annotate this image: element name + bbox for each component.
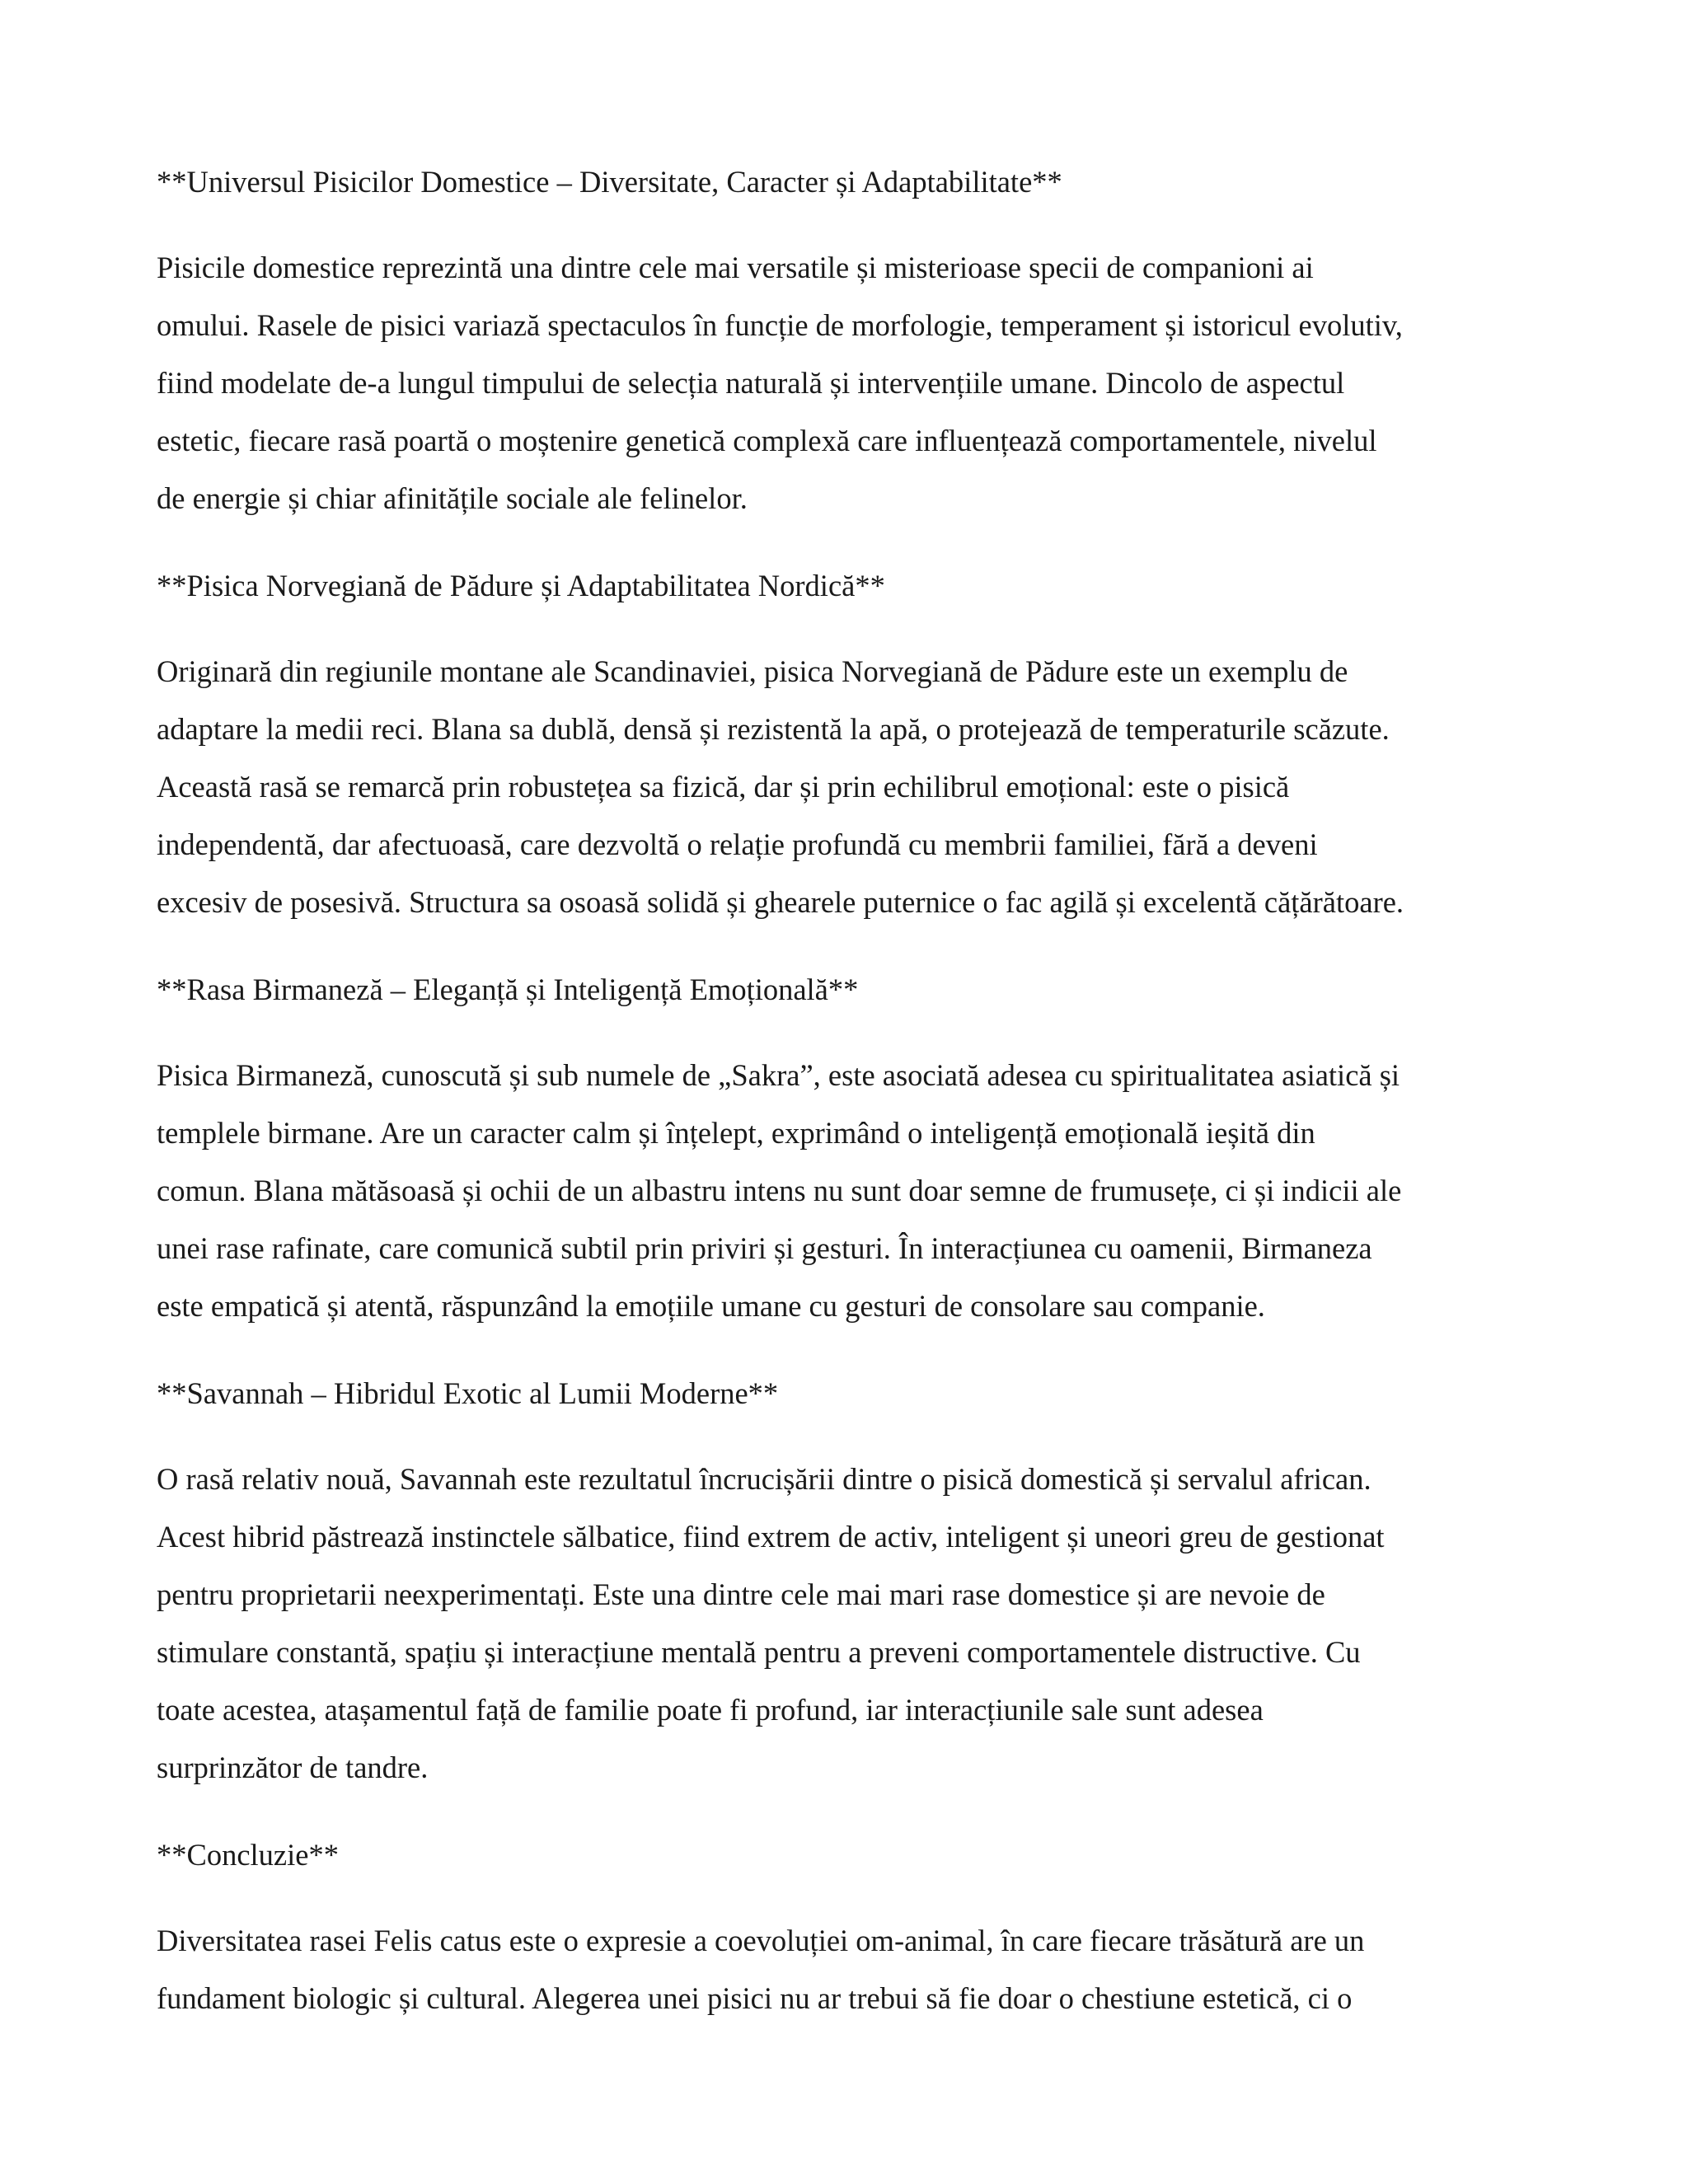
paragraph bbox=[157, 1912, 1541, 2027]
paragraph-line: de energie și chiar afinitățile sociale ale felinelor. bbox=[157, 481, 748, 515]
paragraph-line: fiind modelate de-a lungul timpului de selecția naturală și intervențiile umane. Dincolo de aspectul bbox=[157, 366, 1345, 400]
paragraph-line: O rasă relativ nouă, Savannah este rezultatul încrucișării dintre o pisică domestică și servalul african. bbox=[157, 1462, 1372, 1496]
paragraph bbox=[157, 1047, 1541, 1335]
paragraph-line: toate acestea, atașamentul față de familie poate fi profund, iar interacțiunile sale sunt adesea bbox=[157, 1693, 1264, 1727]
paragraph-line: Diversitatea rasei Felis catus este o expresie a coevoluției om-animal, în care fiecare trăsătură are un bbox=[157, 1924, 1365, 1957]
document-title: **Universul Pisicilor Domestice – Diversitate, Caracter și Adaptabilitate** bbox=[157, 165, 1062, 199]
paragraph bbox=[157, 239, 1541, 527]
paragraph-line: Acest hibrid păstrează instinctele sălbatice, fiind extrem de activ, inteligent și uneori greu de gestionat bbox=[157, 1520, 1385, 1554]
paragraph-line: estetic, fiecare rasă poartă o moștenire genetică complexă care influențează comportamentele, nivelul bbox=[157, 424, 1377, 457]
paragraph-line: adaptare la medii reci. Blana sa dublă, densă și rezistentă la apă, o protejează de temperaturile scăzute. bbox=[157, 712, 1390, 746]
section-intro bbox=[157, 153, 1541, 527]
section-birman bbox=[157, 961, 1541, 1335]
paragraph bbox=[157, 1451, 1541, 1797]
paragraph-line: Originară din regiunile montane ale Scandinaviei, pisica Norvegiană de Pădure este un exemplu de bbox=[157, 654, 1348, 688]
section-heading: **Savannah – Hibridul Exotic al Lumii Moderne** bbox=[157, 1376, 779, 1410]
section-savannah bbox=[157, 1365, 1541, 1797]
section-heading: **Rasa Birmaneză – Eleganță și Inteligență Emoțională** bbox=[157, 972, 859, 1006]
paragraph-line: comun. Blana mătăsoasă și ochii de un albastru intens nu sunt doar semne de frumusețe, ci și indicii ale bbox=[157, 1174, 1402, 1207]
paragraph bbox=[157, 643, 1541, 931]
section-heading: **Pisica Norvegiană de Pădure și Adaptabilitatea Nordică** bbox=[157, 569, 885, 602]
paragraph-line: fundament biologic și cultural. Alegerea unei pisici nu ar trebui să fie doar o chestiune estetică, ci o bbox=[157, 1981, 1353, 2015]
paragraph-line: unei rase rafinate, care comunică subtil prin priviri și gesturi. În interacțiunea cu oamenii, Birmaneza bbox=[157, 1231, 1372, 1265]
paragraph-line: este empatică și atentă, răspunzând la emoțiile umane cu gesturi de consolare sau companie. bbox=[157, 1289, 1265, 1323]
paragraph-line: stimulare constantă, spațiu și interacțiune mentală pentru a preveni comportamentele distructive. Cu bbox=[157, 1635, 1361, 1669]
paragraph-line: pentru proprietarii neexperimentați. Este una dintre cele mai mari rase domestice și are nevoie de bbox=[157, 1577, 1325, 1611]
document-page bbox=[157, 153, 1541, 2057]
paragraph-line: templele birmane. Are un caracter calm și înțelept, exprimând o inteligență emoțională ieșită din bbox=[157, 1116, 1315, 1150]
paragraph-line: independentă, dar afectuoasă, care dezvoltă o relație profundă cu membrii familiei, fără a deveni bbox=[157, 827, 1318, 861]
section-norwegian-forest-cat bbox=[157, 557, 1541, 931]
section-heading: **Concluzie** bbox=[157, 1838, 339, 1872]
paragraph-line: omului. Rasele de pisici variază spectaculos în funcție de morfologie, temperament și istoricul evolutiv, bbox=[157, 308, 1403, 342]
paragraph-line: Această rasă se remarcă prin robustețea sa fizică, dar și prin echilibrul emoțional: este o pisică bbox=[157, 770, 1290, 804]
paragraph-line: surprinzător de tandre. bbox=[157, 1750, 429, 1784]
section-conclusion bbox=[157, 1826, 1541, 2027]
paragraph-line: Pisica Birmaneză, cunoscută și sub numele de „Sakra”, este asociată adesea cu spiritualitatea asiatică și bbox=[157, 1058, 1400, 1092]
paragraph-line: Pisicile domestice reprezintă una dintre cele mai versatile și misterioase specii de companioni ai bbox=[157, 251, 1314, 284]
paragraph-line: excesiv de posesivă. Structura sa osoasă solidă și ghearele puternice o fac agilă și excelentă cățărătoare. bbox=[157, 885, 1404, 919]
